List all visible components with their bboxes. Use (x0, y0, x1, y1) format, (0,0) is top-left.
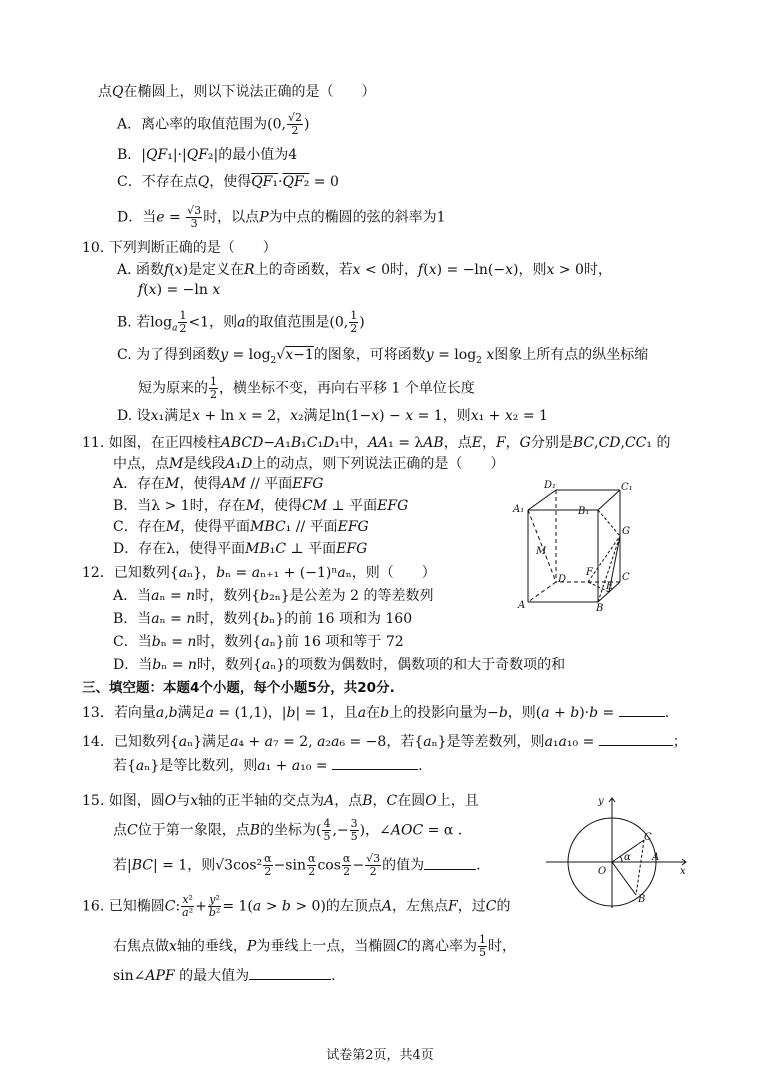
q11-option-d: D．存在λ，使得平面MB₁C ⊥ 平面EFG (113, 541, 368, 557)
q10-option-a-line2: f(x) = −ln x (138, 282, 221, 298)
axis-x-label: x (680, 866, 686, 877)
q9-option-d: D．当e = $\frac{√3}{3}$ 时，以点P为中点的椭圆的弦的斜率为1 (117, 204, 446, 230)
q16-line3: sin∠APF 的最大值为 . (113, 968, 336, 984)
q11-option-b: B．当λ > 1时，存在M，使得CM ⊥ 平面EFG (113, 498, 409, 514)
q14-line1: 14．已知数列{aₙ}满足a₄ + a₇ = 2, a₂a₆ = −8，若{aₙ}是等差数列，则a₁a₁₀ = ； (82, 734, 687, 750)
label-d: D (558, 574, 567, 585)
label-b1: B₁ (578, 506, 590, 517)
label-d1: D₁ (544, 480, 557, 491)
q15-line3: 若|BC| = 1，则√3cos² $\frac{\alpha}{2}$ −sin $\frac{\alpha}{2}$ cos $\frac{\alpha}{2}$ − $\frac{√3}{2}$ 的值为 . (113, 852, 481, 878)
q12-stem: 12．已知数列{aₙ}，bₙ = aₙ₊₁ + (−1)ⁿaₙ，则（ ） (82, 565, 436, 581)
prism-figure (508, 478, 650, 613)
q10-option-a-line1: A. 函数f(x)是定义在R上的奇函数，若x < 0时，f(x) = −ln(−x)，则x > 0时， (117, 262, 612, 278)
q11-option-c: C．存在M，使得平面MBC₁ // 平面EFG (113, 519, 369, 535)
q16-line2: 右焦点做x轴的垂线，P为垂线上一点，当椭圆C的离心率为 $\frac{1}{5}$ 时， (113, 933, 517, 959)
angle-alpha-label: α (624, 852, 631, 863)
q9-stem: 点Q在椭圆上，则以下说法正确的是（ ） (98, 84, 376, 100)
q10-option-c-line1: C. 为了得到函数$y = \log_2√x-1$的图象，可将函数$y = \log_2 x$图象上所有点的纵坐标缩 (117, 347, 649, 366)
section-heading: 三、填空题：本题4个小题，每个小题5分，共20分. (82, 680, 395, 696)
q10-stem: 10. 下列判断正确的是（ ） (82, 240, 277, 256)
q10-option-c-line2: 短为原来的 $\frac{1}{2}$ ，横坐标不变，再向右平移 1 个单位长度 (138, 375, 475, 401)
q11-stem-line1: 11. 如图，在正四棱柱ABCD−A₁B₁C₁D₁中，AA₁ = λAB，点E，F，G分别是BC,CD,CC₁ 的 (82, 435, 671, 451)
circle-figure (540, 792, 690, 910)
label-g: G (622, 526, 630, 537)
q12-option-b: B．当aₙ = n时，数列{bₙ}的前 16 项和为 160 (113, 611, 413, 627)
label-b: B (596, 603, 604, 613)
label-f: F (586, 567, 593, 578)
q14-line2: 若{aₙ}是等比数列，则a₁ + a₁₀ = . (113, 758, 423, 774)
q12-option-a: A．当aₙ = n时，数列{b₂ₙ}是公差为 2 的等差数列 (113, 588, 434, 604)
point-c-label: C (644, 832, 652, 843)
q10-option-b: B. 若$\log_a$ $\frac{1}{2}$ <1，则a的取值范围是(0, $\frac{1}{2}$ ) (117, 309, 365, 335)
label-m: M (536, 546, 547, 557)
q9-option-c: C．不存在点Q，使得QF₁·QF₂ = 0 (117, 174, 339, 190)
q13: 13．若向量a,b满足a = (1,1)，|b| = 1，且a在b上的投影向量为−b，则(a + b)·b = . (82, 705, 670, 721)
q12-option-d: D．当bₙ = n时，数列{aₙ}的项数为偶数时，偶数项的和大于奇数项的和 (113, 657, 566, 673)
q16-line1: 16. 已知椭圆C: $\frac{\text{x²}}{\text{a²}}$ + $\frac{\text{y²}}{\text{b²}}$ = 1(a > b > 0)的左顶点A，左焦点F，过C的 (82, 893, 511, 919)
q15-line1: 15. 如图，圆O与x轴的正半轴的交点为A，点B，C在圆O上，且 (82, 793, 479, 809)
point-b-label: B (638, 894, 646, 905)
q11-option-a: A．存在M，使得AM // 平面EFG (113, 476, 324, 492)
label-a1: A₁ (513, 504, 525, 515)
axis-y-label: y (598, 796, 604, 807)
q11-stem-line2: 中点，点M是线段A₁D上的动点，则下列说法正确的是（ ） (113, 456, 505, 472)
q9-option-b: B．|QF₁|·|QF₂|的最小值为4 (117, 147, 298, 163)
q12-option-c: C．当bₙ = n时，数列{aₙ}前 16 项和等于 72 (113, 634, 404, 650)
q15-line2: 点C位于第一象限，点B的坐标为( $\frac{4}{5}$ ,− $\frac{3}{5}$ )，∠AOC = α . (113, 817, 463, 843)
label-c1: C₁ (621, 482, 633, 493)
page-footer: 试卷第2页，共4页 (326, 1048, 434, 1063)
label-a: A (518, 600, 526, 611)
label-c: C (622, 572, 630, 583)
origin-label: O (598, 866, 607, 877)
label-e: E (606, 581, 614, 592)
q9-option-a: A．离心率的取值范围为(0, $\frac{√2}{2}$ ) (117, 111, 310, 137)
point-a-label: A (652, 852, 660, 863)
q10-option-d: D. 设x₁满足x + ln x = 2，x₂满足ln(1−x) − x = 1，则x₁ + x₂ = 1 (117, 408, 548, 424)
